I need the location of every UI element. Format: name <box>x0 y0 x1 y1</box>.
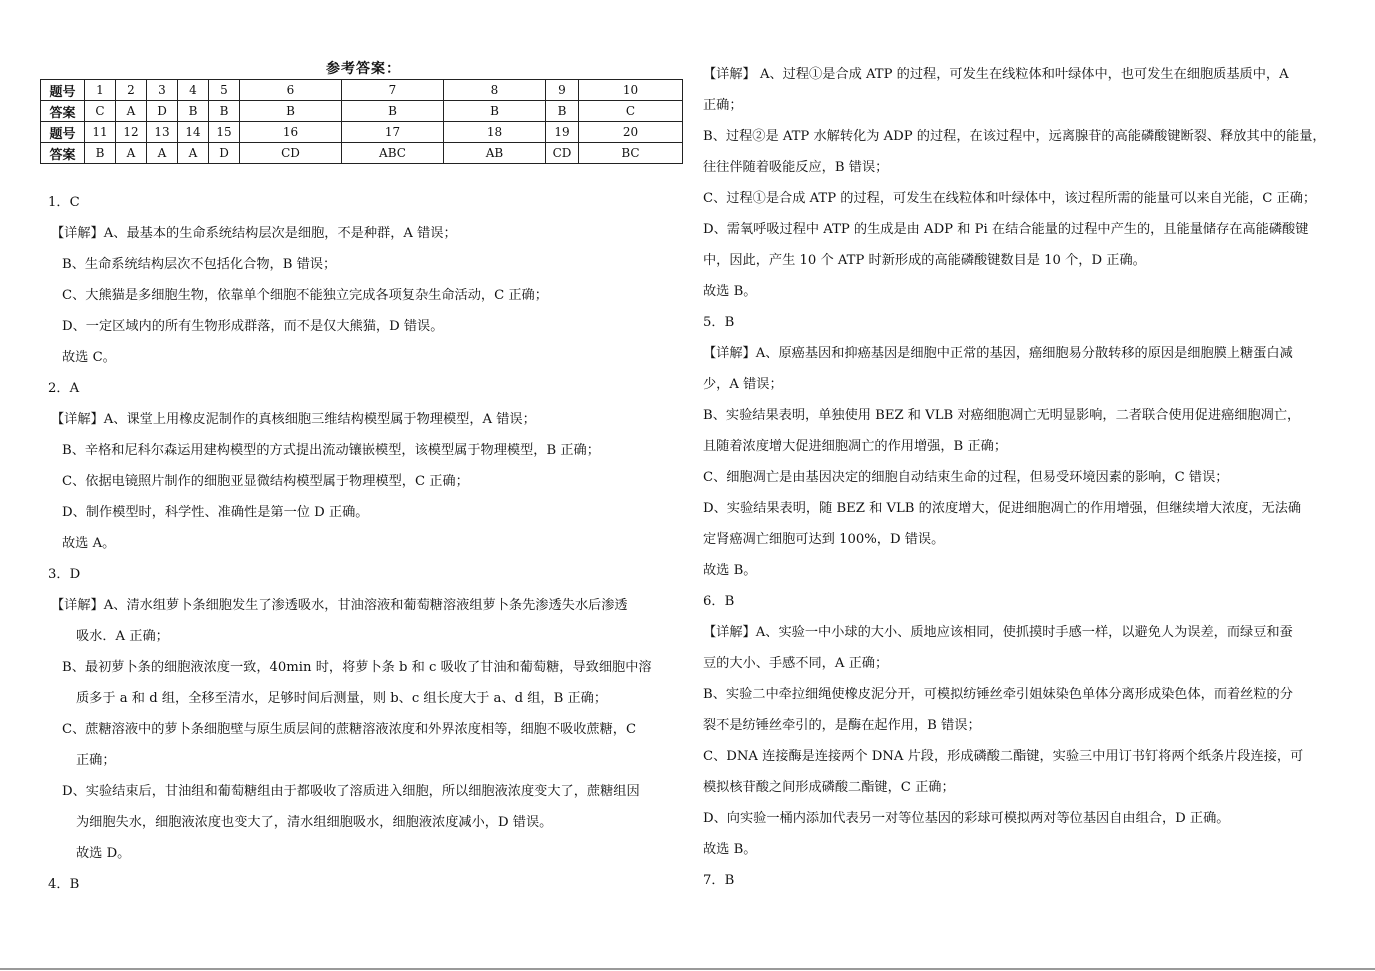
row-header: 答案 <box>41 101 85 122</box>
text-line: B、实验二中牵拉细绳使橡皮泥分开，可模拟纺锤丝牵引姐妹染色单体分离形成染色体，而着丝粒的分 <box>703 687 1293 702</box>
table-cell: 6 <box>240 80 342 101</box>
table-cell: 13 <box>147 122 178 143</box>
table-cell: 12 <box>116 122 147 143</box>
row-header: 题号 <box>41 80 85 101</box>
table-cell: 15 <box>209 122 240 143</box>
text-line: 且随着浓度增大促进细胞凋亡的作用增强，B 正确； <box>703 439 1008 454</box>
text-line: 7．B <box>703 873 735 888</box>
table-cell: 5 <box>209 80 240 101</box>
text-line: 【详解】 A、过程①是合成 ATP 的过程，可发生在线粒体和叶绿体中，也可发生在细胞质基质中，A <box>703 67 1289 82</box>
table-cell: A <box>116 101 147 122</box>
text-line: 【详解】A、课堂上用橡皮泥制作的真核细胞三维结构模型属于物理模型，A 错误； <box>51 412 536 427</box>
row-header: 题号 <box>41 122 85 143</box>
table-cell: 16 <box>240 122 342 143</box>
table-cell: B <box>546 101 579 122</box>
text-line: D、一定区域内的所有生物形成群落，而不是仅大熊猫，D 错误。 <box>62 319 444 334</box>
text-line: 故选 B。 <box>703 284 757 299</box>
text-line: C、蔗糖溶液中的萝卜条细胞壁与原生质层间的蔗糖溶液浓度和外界浓度相等，细胞不吸收蔗糖，C <box>62 722 637 737</box>
text-line: 6．B <box>703 594 735 609</box>
table-cell: B <box>444 101 546 122</box>
text-line: 吸水．A 正确； <box>76 629 169 644</box>
left-answers <box>40 187 652 900</box>
right-answers <box>703 59 1326 896</box>
table-cell: 4 <box>178 80 209 101</box>
text-line: C、依据电镜照片制作的细胞亚显微结构模型属于物理模型，C 正确； <box>62 474 469 489</box>
table-cell: CD <box>240 143 342 164</box>
table-cell: B <box>342 101 444 122</box>
table-cell: 11 <box>85 122 116 143</box>
text-line: 少，A 错误； <box>703 377 783 392</box>
text-line: 故选 B。 <box>703 842 757 857</box>
row-header: 答案 <box>41 143 85 164</box>
table-cell: 10 <box>579 80 683 101</box>
table-cell: 20 <box>579 122 683 143</box>
text-line: 2．A <box>48 381 80 396</box>
table-row <box>41 122 683 143</box>
page-title: 参考答案： <box>326 61 401 77</box>
table-row <box>41 101 683 122</box>
text-line: 【详解】A、原癌基因和抑癌基因是细胞中正常的基因，癌细胞易分散转移的原因是细胞膜上糖蛋白减 <box>703 346 1293 361</box>
table-cell: B <box>209 101 240 122</box>
table-cell: 19 <box>546 122 579 143</box>
table-cell: 1 <box>85 80 116 101</box>
text-line: 中，因此，产生 10 个 ATP 时新形成的高能磷酸键数目是 10 个，D 正确。 <box>703 253 1146 268</box>
table-cell: D <box>147 101 178 122</box>
text-line: 3．D <box>48 567 81 582</box>
text-line: 故选 D。 <box>76 846 131 861</box>
text-line: B、生命系统结构层次不包括化合物，B 错误； <box>62 257 337 272</box>
table-cell: 2 <box>116 80 147 101</box>
table-cell: 14 <box>178 122 209 143</box>
text-line: 故选 B。 <box>703 563 757 578</box>
text-line: 为细胞失水，细胞液浓度也变大了，清水组细胞吸水，细胞液浓度减小，D 错误。 <box>76 815 553 830</box>
text-line: 模拟核苷酸之间形成磷酸二酯键，C 正确； <box>703 780 955 795</box>
text-line: C、过程①是合成 ATP 的过程，可发生在线粒体和叶绿体中，该过程所需的能量可以来自光能，C 正确； <box>703 191 1317 206</box>
text-line: B、最初萝卜条的细胞液浓度一致，40min 时，将萝卜条 b 和 c 吸收了甘油和葡萄糖，导致细胞中溶 <box>62 660 652 675</box>
text-line: B、实验结果表明，单独使用 BEZ 和 VLB 对癌细胞凋亡无明显影响，二者联合使用促进癌细胞凋亡， <box>703 408 1301 423</box>
text-line: C、细胞凋亡是由基因决定的细胞自动结束生命的过程，但易受环境因素的影响，C 错误； <box>703 470 1229 485</box>
text-line: 正确； <box>76 753 116 768</box>
text-line: C、DNA 连接酶是连接两个 DNA 片段，形成磷酸二酯键，实验三中用订书钉将两个纸条片段连接，可 <box>703 749 1304 764</box>
table-cell: B <box>178 101 209 122</box>
table-cell: C <box>85 101 116 122</box>
page-bottom-border <box>0 968 1375 970</box>
text-line: D、向实验一桶内添加代表另一对等位基因的彩球可模拟两对等位基因自由组合，D 正确。 <box>703 811 1230 826</box>
text-line: C、大熊猫是多细胞生物，依靠单个细胞不能独立完成各项复杂生命活动，C 正确； <box>62 288 548 303</box>
table-cell: 3 <box>147 80 178 101</box>
table-row <box>41 80 683 101</box>
text-line: 5．B <box>703 315 735 330</box>
text-line: D、实验结果表明，随 BEZ 和 VLB 的浓度增大，促进细胞凋亡的作用增强，但继续增大浓度，无法确 <box>703 501 1302 516</box>
text-line: 故选 C。 <box>62 350 116 365</box>
table-cell: A <box>147 143 178 164</box>
table-cell: A <box>116 143 147 164</box>
text-line: 故选 A。 <box>62 536 116 551</box>
text-line: 正确； <box>703 98 743 113</box>
text-line: 质多于 a 和 d 组，全移至清水，足够时间后测量，则 b、c 组长度大于 a、d 组，B 正确； <box>76 691 608 706</box>
text-line: D、制作模型时，科学性、准确性是第一位 D 正确。 <box>62 505 369 520</box>
table-cell: 17 <box>342 122 444 143</box>
text-line: 【详解】A、清水组萝卜条细胞发生了渗透吸水，甘油溶液和葡萄糖溶液组萝卜条先渗透失水后渗透 <box>51 598 628 613</box>
text-line: B、辛格和尼科尔森运用建构模型的方式提出流动镶嵌模型，该模型属于物理模型，B 正确； <box>62 443 600 458</box>
text-line: 豆的大小、手感不同，A 正确； <box>703 656 889 671</box>
table-cell: B <box>85 143 116 164</box>
table-cell: 9 <box>546 80 579 101</box>
table-cell: CD <box>546 143 579 164</box>
table-cell: 7 <box>342 80 444 101</box>
table-row <box>41 143 683 164</box>
answer-table <box>40 79 683 164</box>
table-cell: BC <box>579 143 683 164</box>
text-line: 裂不是纺锤丝牵引的，是酶在起作用，B 错误； <box>703 718 981 733</box>
text-line: 1．C <box>48 195 80 210</box>
text-line: D、实验结束后，甘油组和葡萄糖组由于都吸收了溶质进入细胞，所以细胞液浓度变大了，蔗糖组因 <box>62 784 640 799</box>
table-cell: 18 <box>444 122 546 143</box>
text-line: D、需氧呼吸过程中 ATP 的生成是由 ADP 和 Pi 在结合能量的过程中产生的，且能量储存在高能磷酸键 <box>703 222 1309 237</box>
table-cell: 8 <box>444 80 546 101</box>
text-line: 往往伴随着吸能反应，B 错误； <box>703 160 889 175</box>
text-line: B、过程②是 ATP 水解转化为 ADP 的过程，在该过程中，远离腺苷的高能磷酸键断裂、释放其中的能量， <box>703 129 1326 144</box>
text-line: 4．B <box>48 877 80 892</box>
table-cell: C <box>579 101 683 122</box>
text-line: 【详解】A、最基本的生命系统结构层次是细胞，不是种群，A 错误； <box>51 226 457 241</box>
table-cell: AB <box>444 143 546 164</box>
text-line: 定肾癌凋亡细胞可达到 100%，D 错误。 <box>703 532 945 547</box>
text-line: 【详解】A、实验一中小球的大小、质地应该相同，使抓摸时手感一样，以避免人为误差，而绿豆和蚕 <box>703 625 1293 640</box>
table-cell: B <box>240 101 342 122</box>
table-cell: D <box>209 143 240 164</box>
table-cell: ABC <box>342 143 444 164</box>
table-cell: A <box>178 143 209 164</box>
